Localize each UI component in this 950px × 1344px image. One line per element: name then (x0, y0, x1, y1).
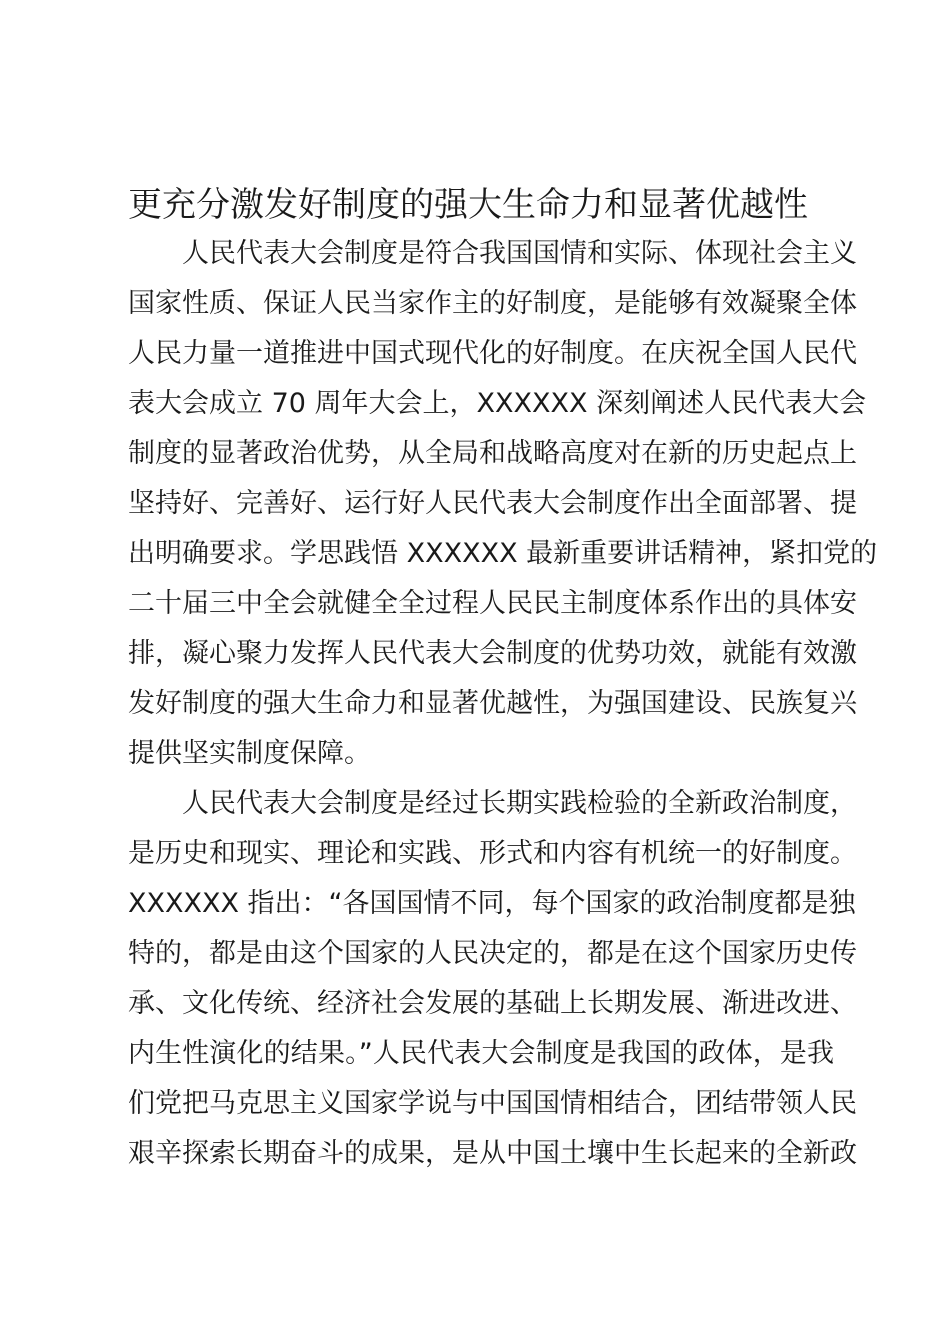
paragraph-line: 表大会成立 70 周年大会上，XXXXXX 深刻阐述人民代表大会 (128, 388, 867, 419)
paragraph-line: 特的，都是由这个国家的人民决定的，都是在这个国家历史传 (128, 938, 857, 969)
paragraph-line: 人民力量一道推进中国式现代化的好制度。在庆祝全国人民代 (128, 338, 857, 369)
paragraph-line: 坚持好、完善好、运行好人民代表大会制度作出全面部署、提 (128, 488, 857, 519)
paragraph-line: 出明确要求。学思践悟 XXXXXX 最新重要讲话精神，紧扣党的 (128, 538, 878, 569)
paragraph-line: 制度的显著政治优势，从全局和战略高度对在新的历史起点上 (128, 438, 857, 469)
paragraph-line: 二十届三中全会就健全全过程人民民主制度体系作出的具体安 (128, 588, 857, 619)
paragraph-1 (128, 229, 878, 779)
paragraph-line: 承、文化传统、经济社会发展的基础上长期发展、渐进改进、 (128, 988, 857, 1019)
paragraph-line: XXXXXX 指出：“各国国情不同，每个国家的政治制度都是独 (128, 888, 856, 919)
paragraph-line: 们党把马克思主义国家学说与中国国情相结合，团结带领人民 (128, 1088, 857, 1119)
paragraph-line: 提供坚实制度保障。 (128, 738, 371, 769)
paragraph-line: 排，凝心聚力发挥人民代表大会制度的优势功效，就能有效激 (128, 638, 857, 669)
paragraph-line: 艰辛探索长期奋斗的成果，是从中国土壤中生长起来的全新政 (128, 1138, 857, 1169)
paragraph-2 (128, 779, 857, 1179)
paragraph-line: 发好制度的强大生命力和显著优越性，为强国建设、民族复兴 (128, 688, 857, 719)
paragraph-line: 国家性质、保证人民当家作主的好制度，是能够有效凝聚全体 (128, 288, 857, 319)
paragraph-line: 人民代表大会制度是符合我国国情和实际、体现社会主义 (182, 238, 857, 269)
paragraph-line: 是历史和现实、理论和实践、形式和内容有机统一的好制度。 (128, 838, 857, 869)
document-title: 更充分激发好制度的强大生命力和显著优越性 (128, 185, 808, 225)
paragraph-line: 内生性演化的结果。”人民代表大会制度是我国的政体，是我 (128, 1038, 834, 1069)
paragraph-line: 人民代表大会制度是经过长期实践检验的全新政治制度， (182, 788, 857, 819)
